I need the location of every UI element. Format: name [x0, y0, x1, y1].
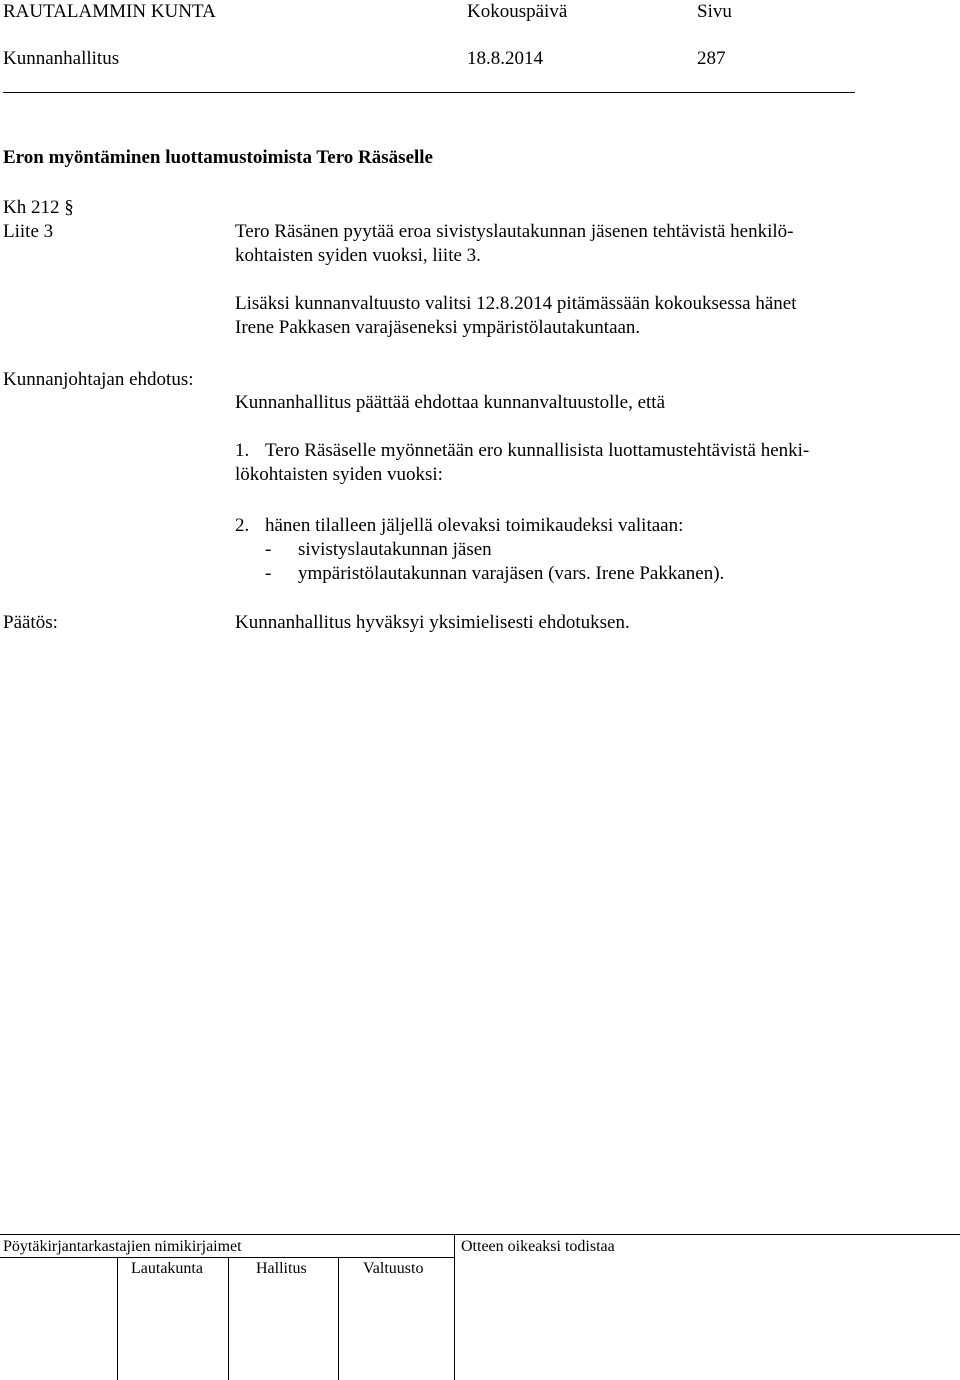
proposal-item-2-text: hänen tilalleen jäljellä olevaksi toimikaudeksi valitaan:	[265, 515, 684, 536]
proposal-item-2-number: 2.	[235, 515, 250, 536]
sub-item-2-dash: -	[265, 563, 272, 584]
footer-col-lautakunta: Lautakunta	[131, 1260, 203, 1277]
header-rule	[3, 92, 855, 93]
section-number-text: Kh 212	[3, 197, 60, 218]
proposal-item-1-line-2: lökohtaisten syiden vuoksi:	[235, 464, 443, 485]
proposal-intro: Kunnanhallitus päättää ehdottaa kunnanvaltuustolle, että	[235, 392, 666, 413]
header-org: RAUTALAMMIN KUNTA	[3, 1, 216, 22]
paragraph-1-line-2: kohtaisten syiden vuoksi, liite 3.	[235, 245, 481, 266]
footer-top-rule-left	[0, 1234, 454, 1235]
paragraph-2-line-2: Irene Pakkasen varajäseneksi ympäristölautakuntaan.	[235, 317, 641, 338]
paragraph-1-line-1: Tero Räsänen pyytää eroa sivistyslautakunnan jäsenen tehtävistä henkilö-	[235, 221, 794, 242]
footer-col-valtuusto: Valtuusto	[363, 1260, 424, 1277]
sub-item-1-text: sivistyslautakunnan jäsen	[298, 539, 492, 560]
document-title: Eron myöntäminen luottamustoimista Tero Räsäselle	[3, 147, 433, 168]
section-number	[3, 196, 74, 220]
header-date: 18.8.2014	[467, 48, 543, 69]
proposal-label: Kunnanjohtajan ehdotus:	[3, 369, 194, 390]
header-page-label: Sivu	[697, 1, 732, 22]
header-date-label: Kokouspäivä	[467, 1, 568, 22]
footer-divider-3	[338, 1257, 339, 1380]
sub-item-1-dash: -	[265, 539, 272, 560]
footer-col-hallitus: Hallitus	[256, 1260, 307, 1277]
header-body: Kunnanhallitus	[3, 48, 120, 69]
header-page-number: 287	[697, 48, 726, 69]
attachment-ref: Liite 3	[3, 221, 54, 242]
paragraph-2-line-1: Lisäksi kunnanvaltuusto valitsi 12.8.2014 pitämässään kokouksessa hänet	[235, 293, 797, 314]
footer-mid-rule	[0, 1257, 454, 1258]
sub-item-2-text: ympäristölautakunnan varajäsen (vars. Irene Pakkanen).	[298, 563, 725, 584]
section-sign-icon: §	[64, 197, 74, 218]
footer-signatures-label: Pöytäkirjantarkastajien nimikirjaimet	[3, 1238, 242, 1255]
footer-divider-2	[228, 1257, 229, 1380]
decision-label: Päätös:	[3, 612, 58, 633]
proposal-item-1-line-1: Tero Räsäselle myönnetään ero kunnallisista luottamustehtävistä henki-	[265, 440, 810, 461]
footer-top-rule-right	[454, 1234, 960, 1235]
decision-text: Kunnanhallitus hyväksyi yksimielisesti ehdotuksen.	[235, 612, 630, 633]
proposal-item-1-number: 1.	[235, 440, 250, 461]
footer-divider-1	[117, 1257, 118, 1380]
footer-divider-main	[454, 1234, 455, 1380]
footer-certified-label: Otteen oikeaksi todistaa	[461, 1238, 615, 1255]
